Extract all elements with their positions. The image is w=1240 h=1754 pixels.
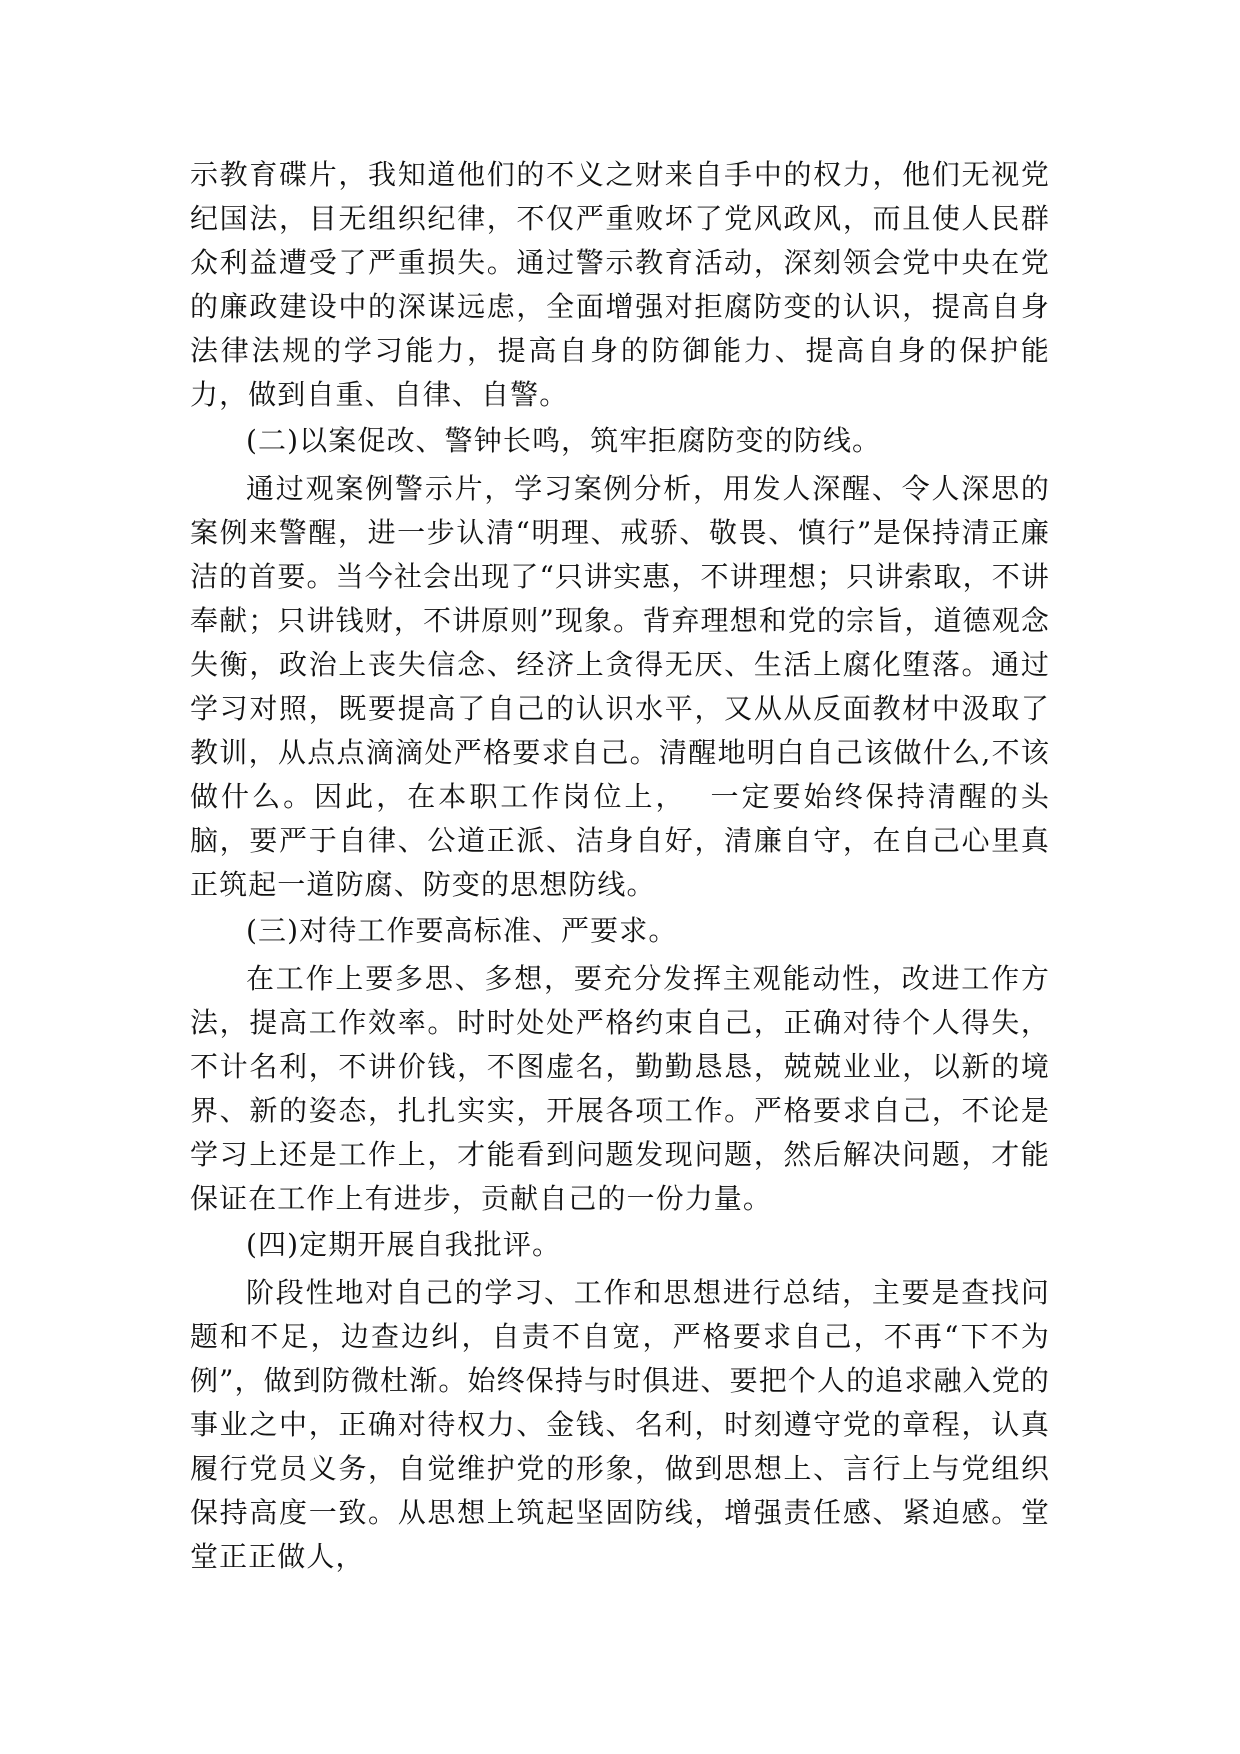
- section-heading-three: (三)对待工作要高标准、严要求。: [246, 914, 678, 947]
- section-heading-two: (二)以案促改、警钟长鸣，筑牢拒腐防变的防线。: [246, 424, 882, 457]
- section-heading-four: (四)定期开展自我批评。: [246, 1228, 562, 1261]
- paragraph-warning-education: 示教育碟片，我知道他们的不义之财来自手中的权力，他们无视党纪国法，目无组织纪律，不仅严重败坏了党风政风，而且使人民群众利益遭受了严重损失。通过警示教育活动，深刻领会党中央在党的廉政建设中的深谋远虑，全面增强对拒腐防变的认识，提高自身法律法规的学习能力，提高自身的防御能力、提高自身的保护能力，做到自重、自律、自警。: [190, 158, 1050, 411]
- paragraph-case-reform-text: 通过观案例警示片，学习案例分析，用发人深醒、令人深思的案例来警醒，进一步认清“明理、戒骄、敬畏、慎行”是保持清正廉洁的首要。当今社会出现了“只讲实惠，不讲理想；只讲索取，不讲奉献；只讲钱财，不讲原则”现象。背弃理想和党的宗旨，道德观念失衡，政治上丧失信念、经济上贪得无厌、生活上腐化堕落。通过学习对照，既要提高了自己的认识水平，又从从反面教材中汲取了教训，从点点滴滴处严格要求自己。清醒地明白自己该做什么,不该做什么。因此，在本职工作岗位上，: [190, 472, 1050, 813]
- paragraph-self-criticism: 阶段性地对自己的学习、工作和思想进行总结，主要是查找问题和不足，边查边纠，自责不自宽，严格要求自己，不再“下不为例”，做到防微杜渐。始终保持与时俱进、要把个人的追求融入党的事业之中，正确对待权力、金钱、名利，时刻遵守党的章程，认真履行党员义务，自觉维护党的形象，做到思想上、言行上与党组织保持高度一致。从思想上筑起坚固防线，增强责任感、紧迫感。堂堂正正做人，: [190, 1276, 1050, 1573]
- paragraph-case-reform-continuation: 一定要始终保持清醒的头脑，要严于自律、公道正派、洁身自好，清廉自守，在自己心里真正筑起一道防腐、防变的思想防线。: [190, 780, 1050, 901]
- paragraph-work-standards: 在工作上要多思、多想，要充分发挥主观能动性，改进工作方法，提高工作效率。时时处处严格约束自己，正确对待个人得失，不计名利，不讲价钱，不图虚名，勤勤恳恳，兢兢业业，以新的境界、新的姿态，扎扎实实，开展各项工作。严格要求自己，不论是学习上还是工作上，才能看到问题发现问题，然后解决问题，才能保证在工作上有进步，贡献自己的一份力量。: [190, 962, 1050, 1215]
- paragraph-case-reform: [190, 467, 1050, 907]
- document-body: [190, 153, 1050, 1579]
